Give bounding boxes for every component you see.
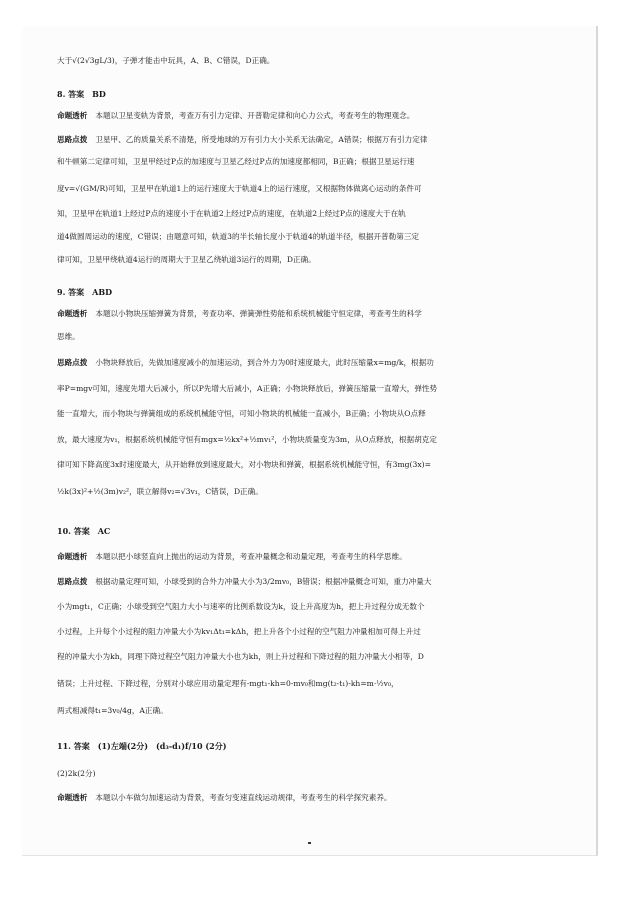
answer-heading-8: 8. 答案 BD — [57, 89, 106, 99]
text-line: 命题透析 本题以把小球竖直向上抛出的运动为背景，考查冲量概念和动量定理，考查考生的科学思维。 — [57, 552, 407, 561]
text-line: 大于√(2√3gL/3)，子弹才能击中玩具，A、B、C错误，D正确。 — [57, 56, 275, 65]
text-line: ½k(3x)²+½(3m)v₂²，联立解得v₂=√3v₁，C错误，D正确。 — [57, 487, 263, 496]
answer-heading-10: 10. 答案 AC — [57, 526, 111, 536]
document-page — [22, 26, 598, 856]
text-line: 错误；上升过程、下降过程，分别对小球应用动量定理有-mgt₁-kh=0-mv₀和mg(t₂-t₁)-kh=m·½v₀， — [57, 679, 399, 688]
text-line: 思路点拨 根据动量定理可知，小球受到的合外力冲量大小为3/2mv₀，B错误；根据冲量概念可知，重力冲量大 — [57, 577, 432, 586]
text-line: 命题透析 本题以卫星变轨为背景，考查万有引力定律、开普勒定律和向心力公式，考查考生的物理观念。 — [57, 111, 415, 120]
text-line: 思维。 — [57, 332, 80, 341]
text-line: 小过程，上升每个小过程的阻力冲量大小为kv₁Δt₁=kΔh，把上升各个小过程的空气阻力冲量相加可得上升过 — [57, 627, 421, 636]
text-line: 两式相减得t₁=3v₀/4g，A正确。 — [57, 706, 168, 715]
text-line: 度v=√(GM/R)可知，卫星甲在轨道1上的运行速度大于轨道4上的运行速度，又根据物体做离心运动的条件可 — [57, 184, 422, 193]
text-line: 放，最大速度为v₁，根据系统机械能守恒有mgx=½kx²+½mv₁²，小物块质量变为3m，从O点释放，根据胡克定 — [57, 435, 437, 444]
text-line: 命题透析 本题以小车做匀加速运动为背景，考查匀变速直线运动规律，考查考生的科学探究素养。 — [57, 793, 392, 802]
text-line: 小为mgt₁，C正确；小球受到空气阻力大小与速率的比例系数设为k，设上升高度为h，把上升过程分成无数个 — [57, 602, 425, 611]
text-line: 程的冲量大小为kh，同理下降过程空气阻力冲量大小也为kh，则上升过程和下降过程的阻力冲量大小相等，D — [57, 652, 424, 661]
page-mark — [308, 842, 311, 844]
answer-heading-9: 9. 答案 ABD — [57, 287, 113, 297]
text-line: 道4做圆周运动的速度，C错误；由题意可知，轨道3的半长轴长度小于轨道4的轨道半径，根据开普勒第三定 — [57, 232, 420, 241]
text-line: 律可知，卫星甲绕轨道4运行的周期大于卫星乙绕轨道3运行的周期，D正确。 — [57, 255, 316, 264]
text-line: 命题透析 本题以小物块压缩弹簧为背景，考查功率、弹簧弹性势能和系统机械能守恒定律，考查考生的科学 — [57, 309, 422, 318]
answer-heading-11: 11. 答案 (1)左端(2分) (d₃-d₁)f/10 (2分) — [57, 741, 227, 751]
text-line: 知，卫星甲在轨道1上经过P点的速度小于在轨道2上经过P点的速度，在轨道2上经过P点的速度大于在轨 — [57, 209, 406, 218]
text-line: 能一直增大，而小物块与弹簧组成的系统机械能守恒，可知小物块的机械能一直减小，B正确；小物块从O点释 — [57, 409, 426, 418]
text-line: 率P=mgv可知，速度先增大后减小，所以P先增大后减小，A正确；小物块释放后，弹簧压缩量一直增大，弹性势 — [57, 384, 438, 393]
text-line: 思路点拨 小物块释放后，先做加速度减小的加速运动，到合外力为0时速度最大，此时压缩量x=mg/k，根据功 — [57, 358, 434, 367]
sub-answer: (2)2k(2分) — [57, 769, 96, 778]
text-line: 思路点拨 卫星甲、乙的质量关系不清楚，所受地球的万有引力大小关系无法确定，A错误；根据万有引力定律 — [57, 135, 428, 144]
text-line: 和牛顿第二定律可知，卫星甲经过P点的加速度与卫星乙经过P点的加速度都相同，B正确；根据卫星运行速 — [57, 157, 415, 166]
text-line: 律可知下降高度3x时速度最大，从开始释放到速度最大，对小物块和弹簧，根据系统机械能守恒，有3mg(3x)= — [57, 460, 431, 469]
